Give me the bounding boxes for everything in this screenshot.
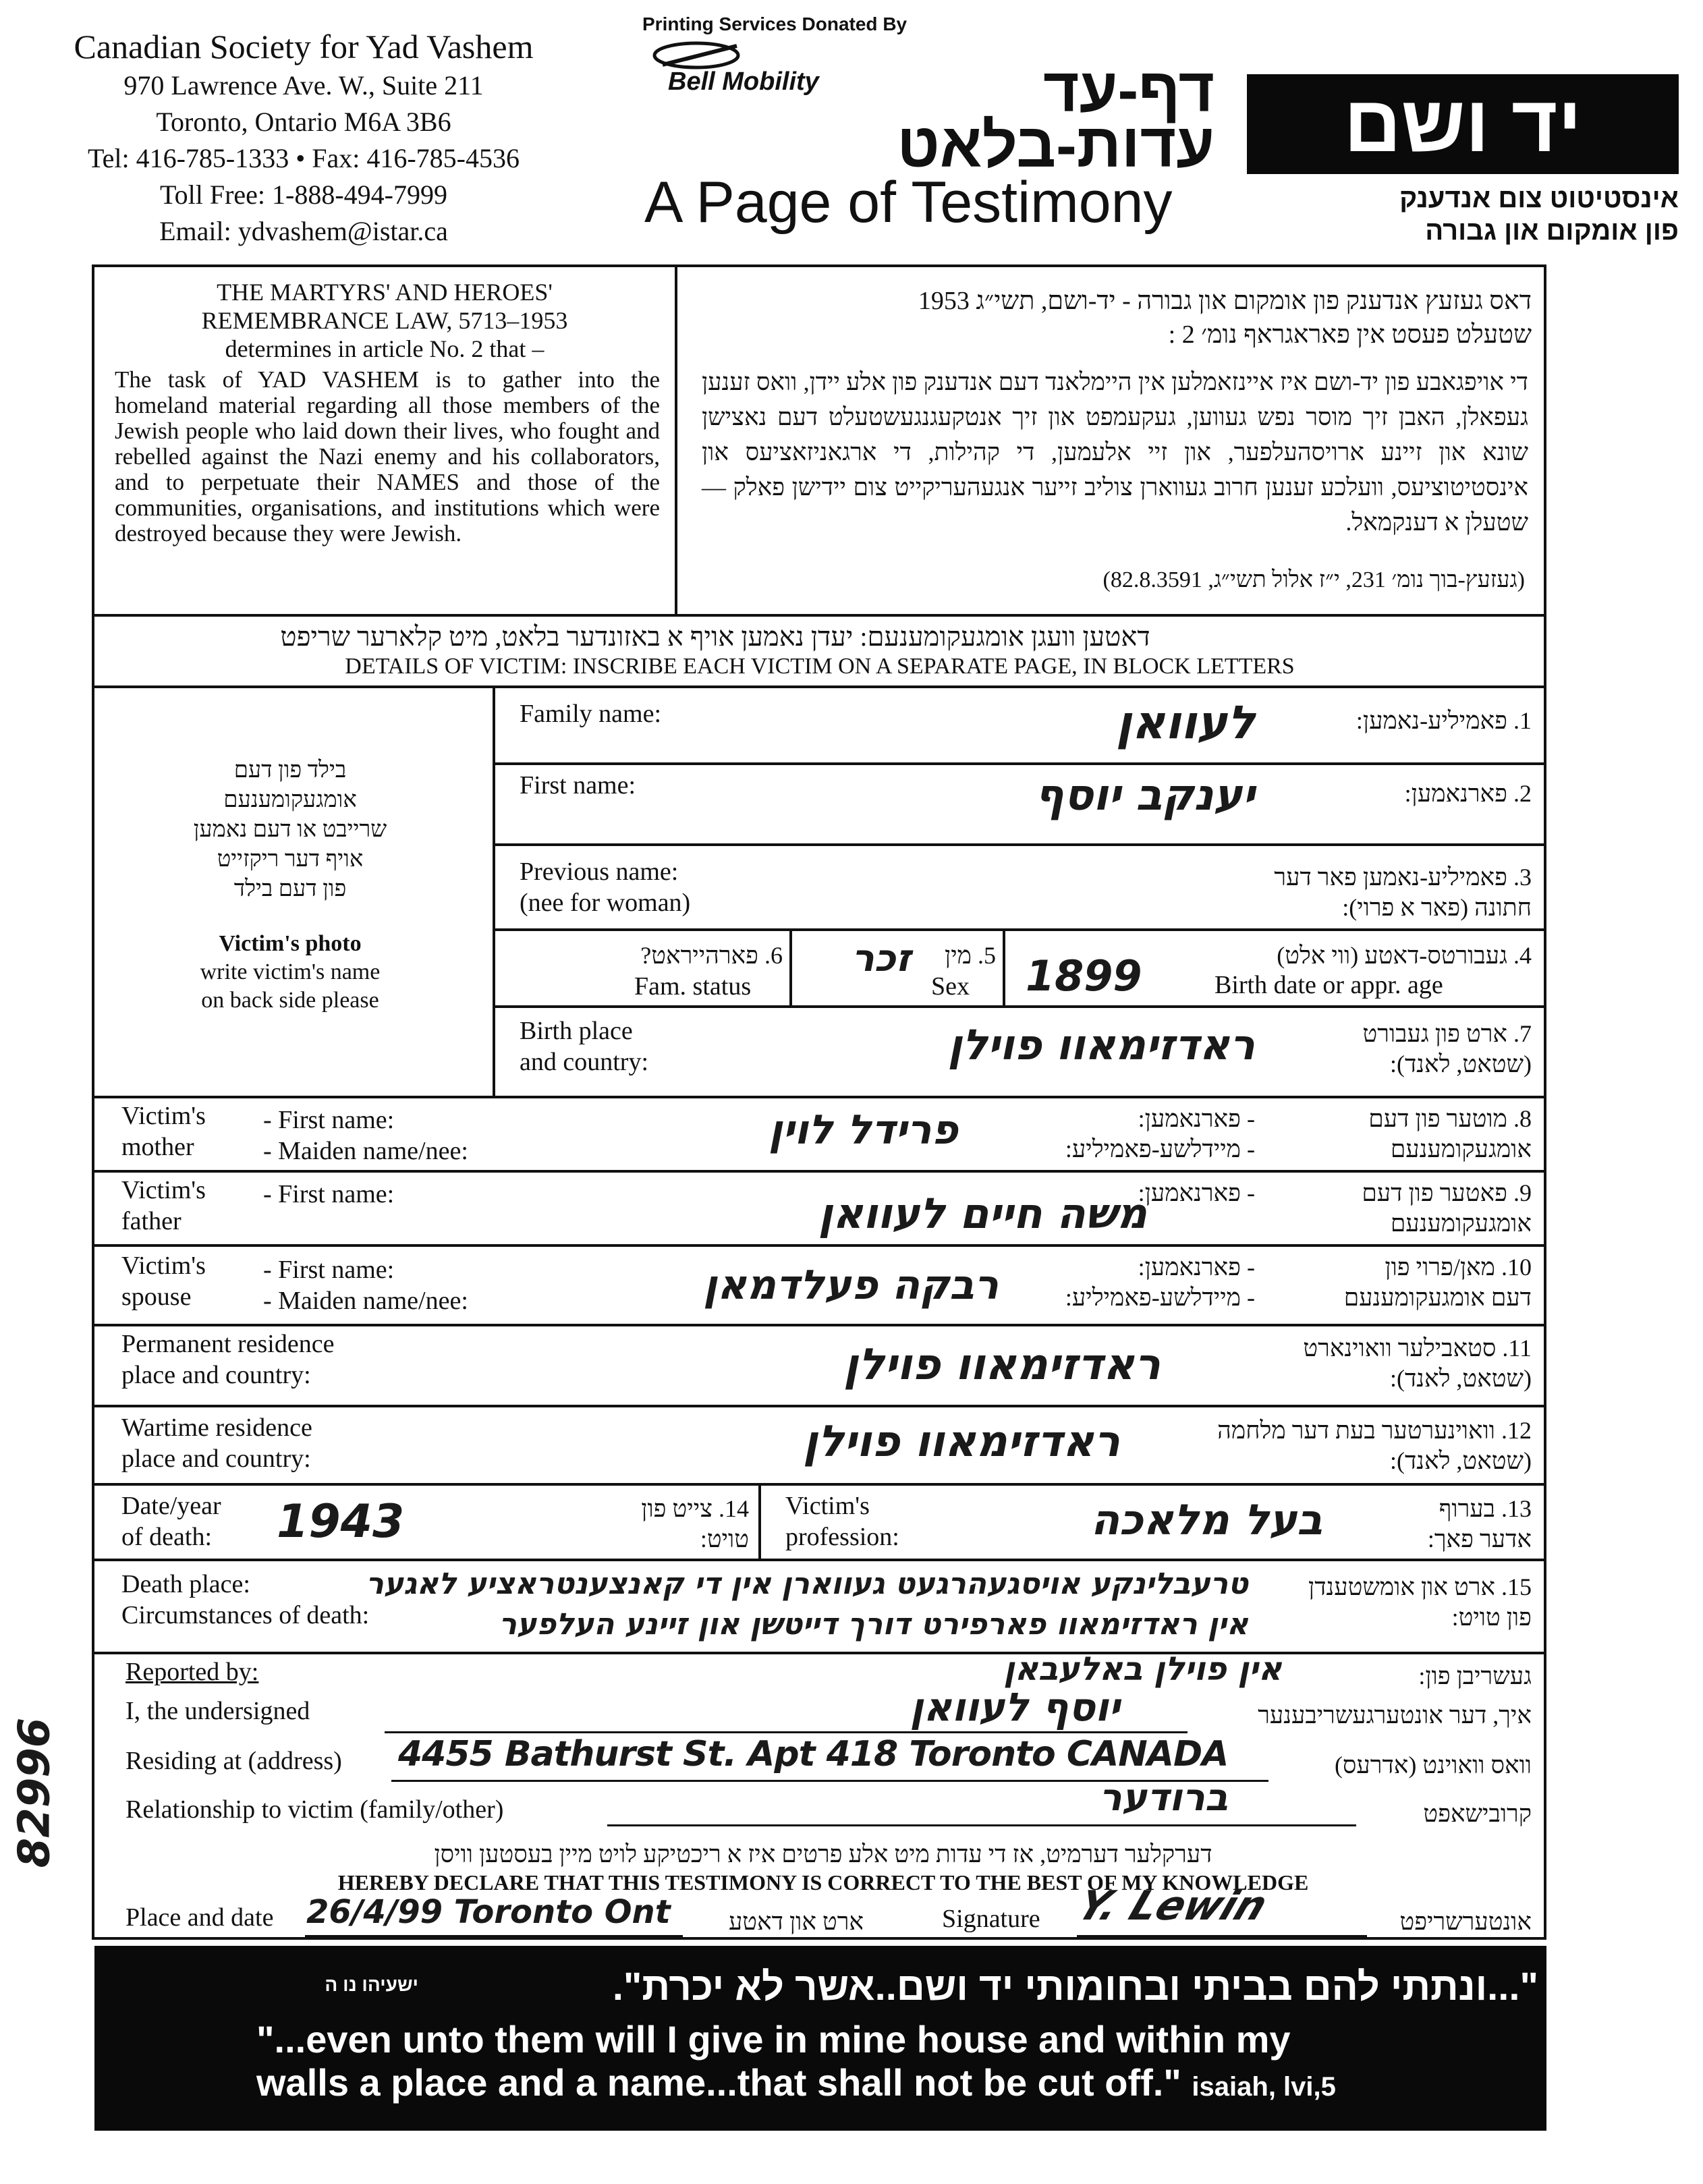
details-heading-english: DETAILS OF VICTIM: INSCRIBE EACH VICTIM ON A SEPARATE PAGE, IN BLOCK LETTERS xyxy=(345,654,1295,679)
father-first-name-label-hebrew: - פארנאמען: xyxy=(1138,1179,1255,1206)
footer-quote-hebrew-cite: ישעיהו נו ה xyxy=(325,1974,418,1995)
father-name-value: משה חיים לעוואן xyxy=(818,1189,1147,1238)
email: Email: ydvashem@istar.ca xyxy=(159,216,448,246)
first-name-value: יענקב יוסף xyxy=(1034,771,1255,820)
wartime-residence-value: ראדזימאוו פוילן xyxy=(803,1417,1120,1467)
footer-quote-english-2: walls a place and a name...that shall not be cut off." isaiah, lvi,5 xyxy=(256,2061,1336,2104)
address-label: Residing at (address) xyxy=(125,1747,342,1775)
wartime-residence-label: Wartime residence place and country: xyxy=(121,1413,312,1473)
signature-label-hebrew: אונטערשריפט xyxy=(1399,1908,1532,1935)
family-name-value: לעוואן xyxy=(1116,696,1255,750)
declaration-hebrew: דערקלער דערמיט, אז די עדות מיט אלע פרטים איז א ריכטיקע לויט מיין בעסטען וויסן xyxy=(434,1841,1212,1868)
profession-label: Victim's profession: xyxy=(785,1492,899,1551)
profession-label-hebrew: 13. בערוף אדער פאך: xyxy=(1427,1495,1532,1552)
signature-value: Y. Lewin xyxy=(1071,1882,1274,1930)
previous-name-label-hebrew: 3. פאמיליע-נאמען פאר דער חתונה (פאר א פרוי): xyxy=(1274,864,1532,921)
family-name-label: Family name: xyxy=(520,700,662,728)
date-of-death-label-hebrew: 14. צייט פון טויט: xyxy=(641,1495,749,1552)
yad-vashem-logo xyxy=(1247,74,1679,174)
death-place-label: Death place: Circumstances of death: xyxy=(121,1570,370,1629)
fam-status-label-hebrew: 6. פארהייראט? xyxy=(640,942,783,969)
relationship-value: ברודער xyxy=(1098,1776,1228,1820)
father-first-name-label: - First name: xyxy=(263,1180,395,1208)
date-of-death-value: 1943 xyxy=(277,1495,405,1548)
photo-instructions-hebrew: בילד פון דעם אומגעקומענעם שרייבט או דעם נאמען אויף דער ריקזייט פון דעם בילד xyxy=(193,758,387,901)
birth-date-value: 1899 xyxy=(1026,951,1142,1001)
undersigned-label-hebrew: איך, דער אונטערגעשריבענער xyxy=(1258,1702,1532,1729)
death-place-value-2: אין ראדזימאוו פארפירט דורך דייטשן און זיינע העלפער xyxy=(499,1607,1248,1642)
undersigned-value: יוסף לעוואן xyxy=(910,1684,1120,1730)
reported-by-label-hebrew: געשריבן פון: xyxy=(1418,1662,1532,1689)
wartime-residence-label-hebrew: 12. וואוינערטער בעת דער מלחמה (שטאט, לאנד): xyxy=(1217,1417,1532,1474)
relationship-label-hebrew: קרובישאפט xyxy=(1423,1800,1532,1827)
birth-place-label-hebrew: 7. ארט פון געבורט (שטאט, לאנד): xyxy=(1362,1020,1532,1077)
birth-place-value: ראדזימאוו פוילן xyxy=(947,1020,1255,1069)
title-hebrew-1: דף-עד xyxy=(1043,56,1215,125)
date-of-death-label: Date/year of death: xyxy=(121,1492,221,1551)
address-label-hebrew: וואס וואוינט (אדרעס) xyxy=(1334,1752,1532,1779)
title-hebrew-2: עדות-בלאט xyxy=(897,111,1215,180)
law-body-hebrew: די אויפגאבע פון יד-ושם איז איינזאמלען אין היימלאנד דעם אנדענק פון אלע יידן, וואס זענען געפאלן, האבן זיך מוסר נפש געווען, געקעמפט און זיך אנטקעגנגעשטעלט דעם נאצישן שונא און זיינע ארויסהעלפער, און זיי אלעמען, די קהילות, די ארגאניזאציעס און אינסטיטוציעס, וועלכע זענען חרוב געווארן צוליב זייער אנגעהעריקייט צום יידישן פאלק — שטעלן א דענקמאל. xyxy=(702,368,1528,536)
death-place-value-1: טרעבלינקע אויסגעהרגעט געווארן אין די קאנצענטראציע לאגער xyxy=(366,1567,1248,1601)
previous-name-label: Previous name: (nee for woman) xyxy=(520,858,691,917)
footer-quote-hebrew: "...ונתתי להם בביתי ובחומותי יד ושם..אשר לא יכרת". xyxy=(612,1965,1538,2009)
phone-fax: Tel: 416-785-1333 • Fax: 416-785-4536 xyxy=(87,143,520,173)
law-title-english: THE MARTYRS' AND HEROES' REMEMBRANCE LAW, 5713–1953 determines in article No. 2 that – xyxy=(201,279,568,362)
sex-label-hebrew: 5. מין xyxy=(945,942,996,969)
sex-value: זכר xyxy=(852,936,911,980)
relationship-label: Relationship to victim (family/other) xyxy=(125,1795,504,1824)
footer-quote-english-cite: isaiah, lvi,5 xyxy=(1192,2072,1336,2102)
margin-number: 82996 xyxy=(9,1717,60,1868)
reported-by-value: אין פוילן באלעבאן xyxy=(1003,1650,1282,1688)
logo-subtitle-2: פון אומקום און גבורה xyxy=(1425,216,1679,246)
spouse-name-value: רבקה פעלדמאן xyxy=(703,1262,999,1309)
undersigned-label: I, the undersigned xyxy=(125,1697,310,1725)
law-citation: (געזעץ-בוך נומ׳ 231, י״ז אלול תשי״ג, 82.8.3591) xyxy=(1102,567,1525,592)
logo-text: יד ושם xyxy=(1343,80,1582,169)
place-date-label: Place and date xyxy=(125,1903,274,1932)
birth-place-label: Birth place and country: xyxy=(520,1017,649,1076)
printing-note: Printing Services Donated By xyxy=(642,13,908,34)
toll-free: Toll Free: 1-888-494-7999 xyxy=(159,179,447,210)
sex-label: Sex xyxy=(931,972,970,1001)
details-heading-hebrew: דאטען וועגן אומגעקומענעם: יעדן נאמען אויף א באזונדער בלאט, מיט קלארער שריפט xyxy=(280,621,1150,652)
address-value: 4455 Bathurst St. Apt 418 Toronto CANADA xyxy=(398,1734,1229,1774)
reported-by-label: Reported by: xyxy=(125,1658,259,1686)
declaration-english: HEREBY DECLARE THAT THIS TESTIMONY IS CORRECT TO THE BEST OF MY KNOWLEDGE xyxy=(337,1870,1309,1895)
family-name-label-hebrew: 1. פאמיליע-נאמען: xyxy=(1356,707,1532,734)
law-title-hebrew-1: דאס געזעץ אנדענק פון אומקום און גבורה - יד-ושם, תשי״ג 1953 xyxy=(918,287,1532,315)
permanent-residence-label-hebrew: 11. סטאבילער וואוינארט (שטאט, לאנד): xyxy=(1303,1335,1532,1392)
law-body-english: The task of YAD VASHEM is to gather into the homeland material regarding all those members of the Jewish people who laid down their lives, who fought and rebelled against the Nazi enemy and his collaborators, and to perpetuate their NAMES and those of the communities, organisations, and institutions which were destroyed because they were Jewish. xyxy=(115,366,660,547)
place-date-value: 26/4/99 Toronto Ont xyxy=(306,1893,671,1931)
mother-name-labels-hebrew: - פארנאמען: - מיידלשע-פאמיליע: xyxy=(1065,1105,1255,1163)
address-line-2: Toronto, Ontario M6A 3B6 xyxy=(156,107,451,137)
signature-label: Signature xyxy=(942,1905,1040,1933)
father-label-hebrew: 9. פאטער פון דעם אומגעקומענעם xyxy=(1362,1179,1532,1237)
father-label: Victim's father xyxy=(121,1176,206,1235)
death-place-label-hebrew: 15. ארט און אומשטענדן פון טויט: xyxy=(1308,1573,1532,1631)
title-english: A Page of Testimony xyxy=(644,170,1173,235)
spouse-label: Victim's spouse xyxy=(121,1252,206,1311)
org-name: Canadian Society for Yad Vashem xyxy=(74,28,534,65)
sponsor-name: Bell Mobility xyxy=(668,67,819,96)
fam-status-label: Fam. status xyxy=(634,972,752,1001)
photo-instructions-english: Victim's photo write victim's name on back side please xyxy=(200,931,381,1013)
permanent-residence-value: ראדזימאוו פוילן xyxy=(843,1340,1161,1390)
first-name-label-hebrew: 2. פארנאמען: xyxy=(1404,780,1532,807)
mother-label: Victim's mother xyxy=(121,1102,206,1161)
spouse-name-labels: - First name: - Maiden name/nee: xyxy=(263,1256,468,1315)
spouse-label-hebrew: 10. מאן/פרוי פון דעם אומגעקומענעם xyxy=(1343,1254,1532,1311)
logo-subtitle-1: אינסטיטוט צום אנדענק xyxy=(1399,184,1679,213)
mother-name-labels: - First name: - Maiden name/nee: xyxy=(263,1106,468,1165)
profession-value: בעל מלאכה xyxy=(1090,1495,1322,1544)
birth-date-label: Birth date or appr. age xyxy=(1215,971,1443,999)
birth-date-label-hebrew: 4. געבורטס-דאטע (ווי אלט) xyxy=(1277,942,1532,969)
mother-label-hebrew: 8. מוטער פון דעם אומגעקומענעם xyxy=(1368,1105,1532,1163)
footer-banner xyxy=(94,1946,1546,2131)
org-address-block xyxy=(27,26,580,250)
permanent-residence-label: Permanent residence place and country: xyxy=(121,1330,335,1389)
law-title-hebrew-2: שטעלט פעסט אין פאראגראף נומ׳ 2 : xyxy=(1168,320,1532,349)
mother-name-value: פרידל לוין xyxy=(769,1107,958,1154)
first-name-label: First name: xyxy=(520,771,636,800)
address-line-1: 970 Lawrence Ave. W., Suite 211 xyxy=(123,70,484,101)
footer-quote-english-1: "...even unto them will I give in mine house and within my xyxy=(256,2018,1291,2061)
spouse-name-labels-hebrew: - פארנאמען: - מיידלשע-פאמיליע: xyxy=(1065,1254,1255,1311)
place-date-label-hebrew: ארט און דאטע xyxy=(728,1908,864,1935)
